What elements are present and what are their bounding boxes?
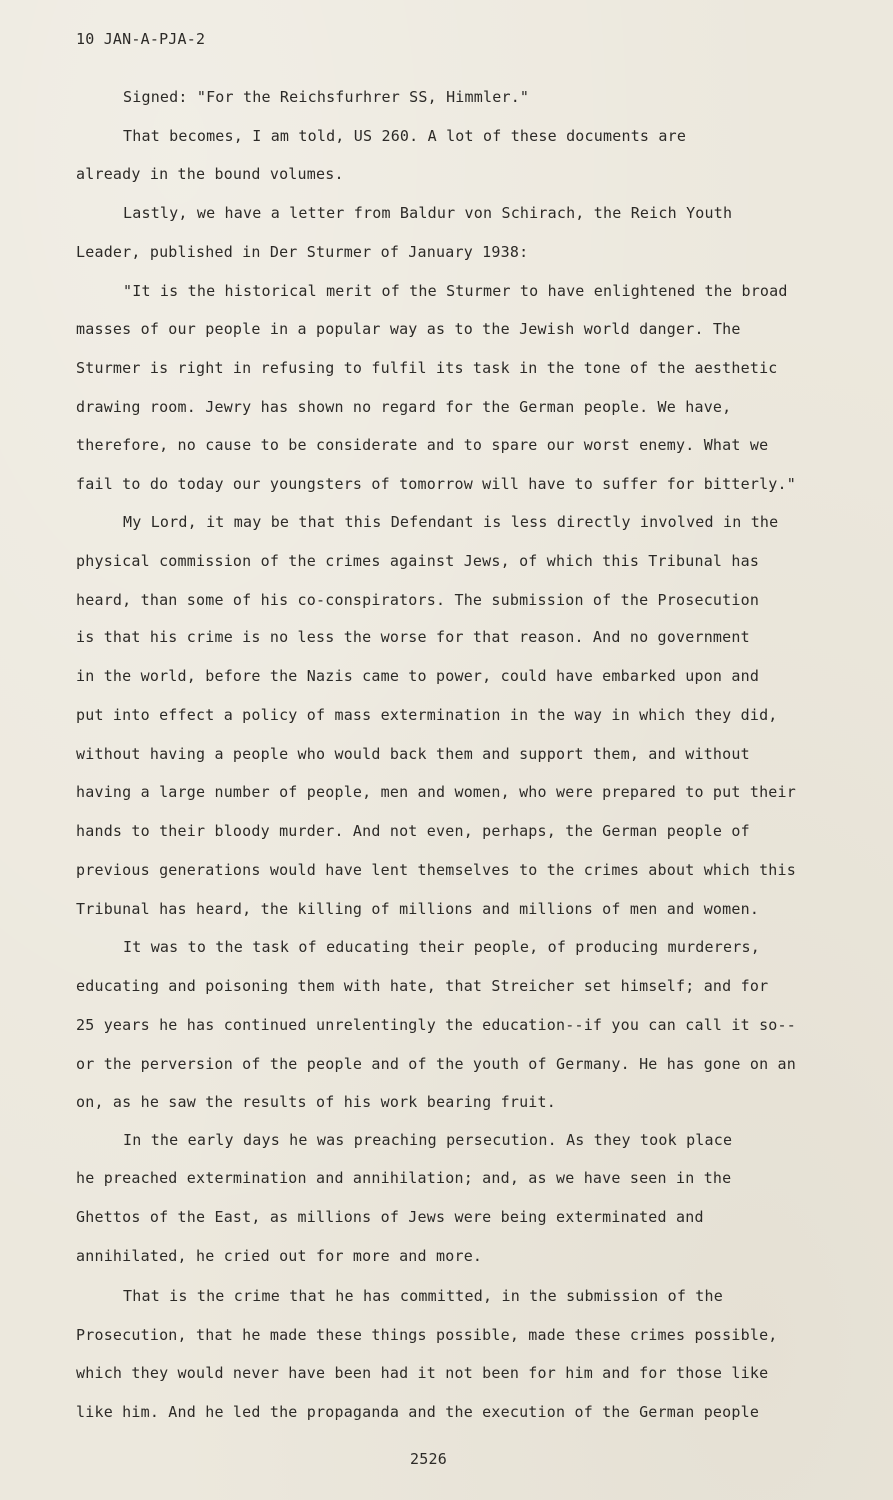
text-line: without having a people who would back them and support them, and without — [76, 745, 750, 763]
text-line: Tribunal has heard, the killing of millions and millions of men and women. — [76, 900, 760, 918]
text-line: Ghettos of the East, as millions of Jews were being exterminated and — [76, 1208, 704, 1226]
text-line: already in the bound volumes. — [76, 165, 344, 183]
text-line: educating and poisoning them with hate, that Streicher set himself; and for — [76, 977, 769, 995]
text-line: in the world, before the Nazis came to power, could have embarked upon and — [76, 667, 760, 685]
text-line: like him. And he led the propaganda and the execution of the German people — [76, 1403, 760, 1421]
text-line: previous generations would have lent themselves to the crimes about which this — [76, 861, 796, 879]
text-line: In the early days he was preaching persecution. As they took place — [123, 1131, 733, 1149]
text-line: physical commission of the crimes against Jews, of which this Tribunal has — [76, 552, 760, 570]
text-line: annihilated, he cried out for more and more. — [76, 1247, 483, 1265]
text-line: My Lord, it may be that this Defendant is less directly involved in the — [123, 513, 779, 531]
text-line: 25 years he has continued unrelentingly the education--if you can call it so-- — [76, 1016, 796, 1034]
page-reference-header: 10 JAN-A-PJA-2 — [76, 30, 206, 48]
text-line: is that his crime is no less the worse for that reason. And no government — [76, 628, 750, 646]
text-line: "It is the historical merit of the Sturmer to have enlightened the broad — [123, 282, 788, 300]
text-line: Signed: "For the Reichsfurhrer SS, Himmler." — [123, 88, 530, 106]
text-line: Lastly, we have a letter from Baldur von Schirach, the Reich Youth — [123, 204, 733, 222]
page-number: 2526 — [410, 1450, 447, 1468]
text-line: Prosecution, that he made these things possible, made these crimes possible, — [76, 1326, 778, 1344]
text-line: heard, than some of his co-conspirators. The submission of the Prosecution — [76, 591, 760, 609]
text-line: That is the crime that he has committed, in the submission of the — [123, 1287, 723, 1305]
text-line: or the perversion of the people and of the youth of Germany. He has gone on an — [76, 1055, 796, 1073]
text-line: hands to their bloody murder. And not even, perhaps, the German people of — [76, 822, 750, 840]
text-line: put into effect a policy of mass extermination in the way in which they did, — [76, 706, 778, 724]
text-line: having a large number of people, men and women, who were prepared to put their — [76, 783, 796, 801]
text-line: drawing room. Jewry has shown no regard for the German people. We have, — [76, 398, 732, 416]
text-line: masses of our people in a popular way as to the Jewish world danger. The — [76, 320, 741, 338]
text-line: which they would never have been had it not been for him and for those like — [76, 1364, 769, 1382]
text-line: fail to do today our youngsters of tomorrow will have to suffer for bitterly." — [76, 475, 796, 493]
text-line: It was to the task of educating their people, of producing murderers, — [123, 938, 760, 956]
text-line: he preached extermination and annihilation; and, as we have seen in the — [76, 1169, 732, 1187]
text-line: That becomes, I am told, US 260. A lot of these documents are — [123, 127, 687, 145]
text-line: Sturmer is right in refusing to fulfil its task in the tone of the aesthetic — [76, 359, 778, 377]
text-line: on, as he saw the results of his work bearing fruit. — [76, 1093, 556, 1111]
text-line: Leader, published in Der Sturmer of January 1938: — [76, 243, 529, 261]
text-line: therefore, no cause to be considerate and to spare our worst enemy. What we — [76, 436, 769, 454]
